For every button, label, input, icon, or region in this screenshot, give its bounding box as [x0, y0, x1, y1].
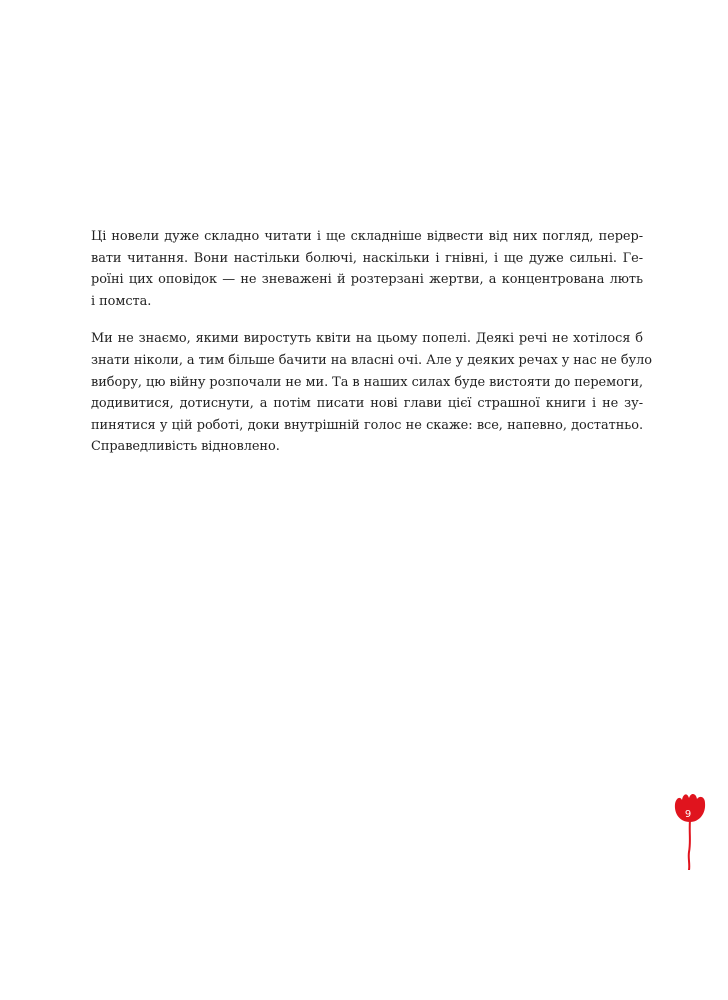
paragraph-1-line-1: Ці новели дуже складно читати і ще складніше відвести від них погляд, перер-	[91, 229, 643, 244]
paragraph-1	[91, 226, 643, 312]
paragraph-2-line-2: знати ніколи, а тим більше бачити на власні очі. Але у деяких речах у нас не було	[91, 352, 652, 368]
paragraph-2-line-6: Справедливість відновлено.	[91, 439, 280, 455]
paragraph-2-line-3: вибору, цю війну розпочали не ми. Та в наших силах буде вистояти до перемоги,	[91, 374, 644, 390]
page-number: 9	[684, 809, 692, 820]
paragraph-2-line-4: додивитися, дотиснути, а потім писати нові глави цієї страшної книги і не зу-	[91, 396, 643, 412]
flower-stem	[689, 820, 690, 870]
paragraph-1-line-3: роїні цих оповідок — не зневажені й розтерзані жертви, а концентрована лють	[91, 272, 643, 288]
paragraph-1-line-2: вати читання. Вони настільки болючі, наскільки і гнівні, і ще дуже сильні. Ге-	[91, 250, 643, 266]
paragraph-1-line-4: і помста.	[91, 293, 152, 309]
paragraph-2-line-5: пинятися у цій роботі, доки внутрішній голос не скаже: все, напевно, достатньо.	[91, 417, 643, 433]
body-text	[91, 226, 652, 474]
tulip-flower-icon	[668, 790, 712, 870]
paragraph-2	[91, 328, 652, 458]
paragraph-2-line-1: Ми не знаємо, якими виростуть квіти на цьому попелі. Деякі речі не хотілося б	[91, 331, 643, 347]
